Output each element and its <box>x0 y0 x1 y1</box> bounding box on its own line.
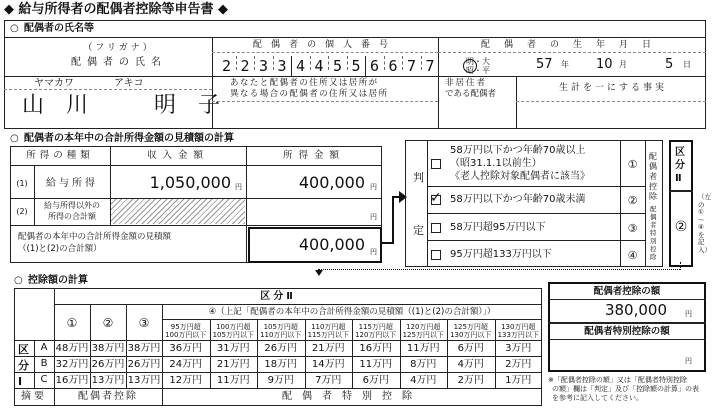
table-cell: 13万円 <box>127 375 161 386</box>
table-cell: 16万円 <box>359 343 393 354</box>
income-range-header: 105万円超 110万円以下 <box>260 323 302 339</box>
row1-income[interactable]: 400,000 <box>298 173 365 192</box>
mynumber-label: 配偶者の個人番号 <box>252 40 397 50</box>
opt3-label: 58万円超95万円以下 <box>450 222 546 233</box>
table-cell: 38万円 <box>91 343 125 354</box>
address-note-l2: 異なる場合の配偶者の住所又は居所 <box>230 89 389 99</box>
table-cell: 4万円 <box>410 375 437 386</box>
name-label: 配偶者の氏名 <box>71 57 167 68</box>
table-cell: 21万円 <box>216 359 250 370</box>
opt1-l2: （昭31.1.1以前生） <box>450 158 542 169</box>
total-value[interactable]: 400,000 <box>298 235 365 254</box>
result-note-l3: を参考に記入してください。 <box>552 394 643 402</box>
table-cell: 1万円 <box>505 375 532 386</box>
kubun2-note: （左の①～④を記入） <box>698 193 711 254</box>
address-note-l1: あなたと配偶者の住所又は居所が <box>230 78 379 88</box>
form-title: ◆ 給与所得者の配偶者控除等申告書 ◆ <box>4 2 229 17</box>
mynumber-digit[interactable]: 6 <box>388 57 398 75</box>
mynumber-digit[interactable]: 3 <box>277 57 287 75</box>
footer-special: 配偶者特別控除 <box>282 391 422 402</box>
opt1-l3: 《老人控除対象配偶者に該当》 <box>450 171 590 182</box>
mynumber-digit[interactable]: 4 <box>314 57 324 75</box>
kubun2-value[interactable]: ② <box>674 219 688 235</box>
table-cell: 32万円 <box>55 359 89 370</box>
furigana-value[interactable]: ヤマカワ アキコ <box>34 78 144 89</box>
mynumber-digit[interactable]: 5 <box>332 57 343 75</box>
row2-revenue-hatch <box>111 199 245 224</box>
opt3-checkbox[interactable] <box>431 223 441 233</box>
spouse-name-value[interactable]: 山 川 明 子 <box>22 93 221 118</box>
income-range-header: 120万円超 125万円以下 <box>402 323 444 339</box>
table-cell: 4万円 <box>457 359 484 370</box>
opt4-checkbox[interactable] <box>431 250 441 260</box>
income-section-label: 配偶者の本年中の合計所得金額の見積額の計算 <box>24 133 234 144</box>
table-cell: 6万円 <box>362 375 389 386</box>
row-label-a: A <box>40 342 48 353</box>
table-cell: 16万円 <box>55 375 89 386</box>
table-cell: 2万円 <box>505 359 532 370</box>
table-cell: 31万円 <box>216 343 250 354</box>
mynumber-digit[interactable]: 3 <box>258 57 269 75</box>
deduction-amount-value[interactable]: 380,000 <box>604 301 667 319</box>
birth-month-unit: 月 <box>619 60 627 69</box>
table-cell: 26万円 <box>91 359 125 370</box>
section-circle-icon: ○ <box>10 23 19 34</box>
col-revenue-header: 収入金額 <box>146 150 209 161</box>
deduction-section-label: 控除額の計算 <box>28 275 88 286</box>
mynumber-digit[interactable]: 6 <box>369 57 380 75</box>
dotted-arrow-head-icon <box>315 270 323 276</box>
table-cell: 36万円 <box>169 343 203 354</box>
mynumber-digit[interactable]: 2 <box>240 57 250 75</box>
opt1-l1: 58万円以下かつ年齢70歳以上 <box>450 145 586 156</box>
table-cell: 14万円 <box>311 359 345 370</box>
col4-header: ④（上記「配偶者の本年中の合計所得金額の見積額（(1)と(2)の合計額）」） <box>208 307 496 317</box>
spouse-section-label: 配偶者の氏名等 <box>24 23 94 34</box>
mynumber-digit[interactable]: 7 <box>406 57 417 75</box>
row-label-c: C <box>40 374 48 385</box>
opt2-no: ② <box>627 194 638 207</box>
row2-label-l1: 給与所得以外の <box>44 201 100 210</box>
row1-revenue[interactable]: 1,050,000 <box>149 173 231 192</box>
side-label-special-deduction: 配偶者特別控除 <box>650 205 657 261</box>
arrow-icon <box>392 196 394 244</box>
judge-label-bottom: 定 <box>413 224 424 237</box>
table-cell: 13万円 <box>91 375 125 386</box>
col-type-header: 所得の種類 <box>26 150 94 161</box>
table-cell: 8万円 <box>410 359 437 370</box>
special-amount-yen: 円 <box>685 357 692 365</box>
col-header-2: ② <box>102 316 114 330</box>
income-range-header: 110万円超 115万円以下 <box>307 323 349 339</box>
table-cell: 6万円 <box>457 343 484 354</box>
total-label-l1: 配偶者の本年中の合計所得金額の見積額 <box>18 232 172 242</box>
table-cell: 26万円 <box>127 359 161 370</box>
table-cell: 3万円 <box>505 343 532 354</box>
income-range-header: 95万円超 100万円以下 <box>165 323 207 339</box>
result-note-l1: ※「配偶者控除の額」又は「配偶者特別控除 <box>548 376 687 384</box>
table-cell: 18万円 <box>264 359 298 370</box>
dotted-arrow-icon <box>318 269 680 270</box>
birth-year[interactable]: 57 <box>536 57 553 72</box>
row2-no: (2) <box>16 207 28 216</box>
deduction-amount-label: 配偶者控除の額 <box>593 286 661 297</box>
row1-revenue-yen: 円 <box>235 183 242 191</box>
footer-spouse: 配偶者控除 <box>78 391 138 402</box>
opt1-checkbox[interactable] <box>431 159 441 169</box>
kubun1-label: 区分Ⅰ <box>18 343 29 388</box>
income-range-header: 115万円超 120万円以下 <box>355 323 397 339</box>
opt4-label: 95万円超133万円以下 <box>450 249 552 260</box>
deduction-amount-yen: 円 <box>685 310 692 318</box>
kubun2-label: 区分Ⅱ <box>675 147 685 184</box>
judge-label-top: 判 <box>413 171 424 184</box>
opt1-no: ① <box>627 158 638 171</box>
total-label-l2: （(1)と(2)の合計額） <box>18 244 102 254</box>
side-label-spouse-deduction: 配偶者控除 <box>649 152 657 201</box>
table-cell: 11万円 <box>216 375 250 386</box>
opt2-check-mark: ✓ <box>430 190 442 206</box>
table-cell: 11万円 <box>406 343 440 354</box>
nonresident-l2: である配偶者 <box>445 89 497 99</box>
total-value-yen: 円 <box>370 248 377 256</box>
row2-income-yen: 円 <box>370 213 377 221</box>
opt3-no: ③ <box>627 222 638 235</box>
income-range-header: 100万円超 105万円以下 <box>212 323 254 339</box>
mynumber-digit[interactable]: 7 <box>425 57 435 75</box>
table-cell: 24万円 <box>169 359 203 370</box>
opt4-no: ④ <box>627 249 638 262</box>
row-label-b: B <box>40 358 48 369</box>
table-cell: 12万円 <box>169 375 203 386</box>
row1-income-yen: 円 <box>370 183 377 191</box>
col-header-1: ① <box>66 316 78 330</box>
mynumber-digit[interactable]: 2 <box>221 57 232 75</box>
table-cell: 7万円 <box>315 375 342 386</box>
result-note-l2: の額」欄は「判定」及び「控除額の計算」の表 <box>552 385 699 393</box>
section-circle-icon: ○ <box>10 133 19 144</box>
mynumber-digit[interactable]: 4 <box>295 57 306 75</box>
table-cell: 21万円 <box>311 343 345 354</box>
col-income-header: 所得金額 <box>282 150 345 161</box>
mynumber-digit[interactable]: 5 <box>351 57 361 75</box>
table-cell: 9万円 <box>267 375 294 386</box>
birth-month[interactable]: 10 <box>596 57 613 72</box>
income-range-header: 130万円超 133万円以下 <box>497 323 539 339</box>
special-amount-label: 配偶者特別控除の額 <box>584 326 670 337</box>
deduction-kubun2-header: 区分Ⅱ <box>260 291 296 302</box>
furigana-label: （フリガナ） <box>83 43 155 53</box>
table-cell: 11万円 <box>359 359 393 370</box>
opt2-label: 58万円以下かつ年齢70歳未満 <box>450 194 586 205</box>
footer-summary: 摘要 <box>21 391 47 402</box>
same-living-label: 生計を一にする事実 <box>558 83 667 93</box>
table-cell: 2万円 <box>457 375 484 386</box>
birthdate-label: 配偶者の生年月日 <box>480 40 665 50</box>
birth-year-unit: 年 <box>561 60 569 69</box>
table-cell: 38万円 <box>127 343 161 354</box>
dotted-arrow-icon <box>680 262 681 270</box>
row1-no: (1) <box>16 179 28 188</box>
table-cell: 26万円 <box>264 343 298 354</box>
row2-label-l2: 所得の合計額 <box>48 212 96 221</box>
row1-label: 給与所得 <box>46 178 98 189</box>
era-options[interactable]: 明・大 昭・平 <box>466 57 490 75</box>
table-cell: 48万円 <box>55 343 89 354</box>
income-range-header: 125万円超 130万円以下 <box>450 323 492 339</box>
birth-day-unit: 日 <box>683 60 691 69</box>
birth-day[interactable]: 5 <box>665 57 674 72</box>
col-header-3: ③ <box>138 316 150 330</box>
nonresident-l1: 非居住者 <box>445 78 488 88</box>
section-circle-icon: ○ <box>14 275 23 286</box>
